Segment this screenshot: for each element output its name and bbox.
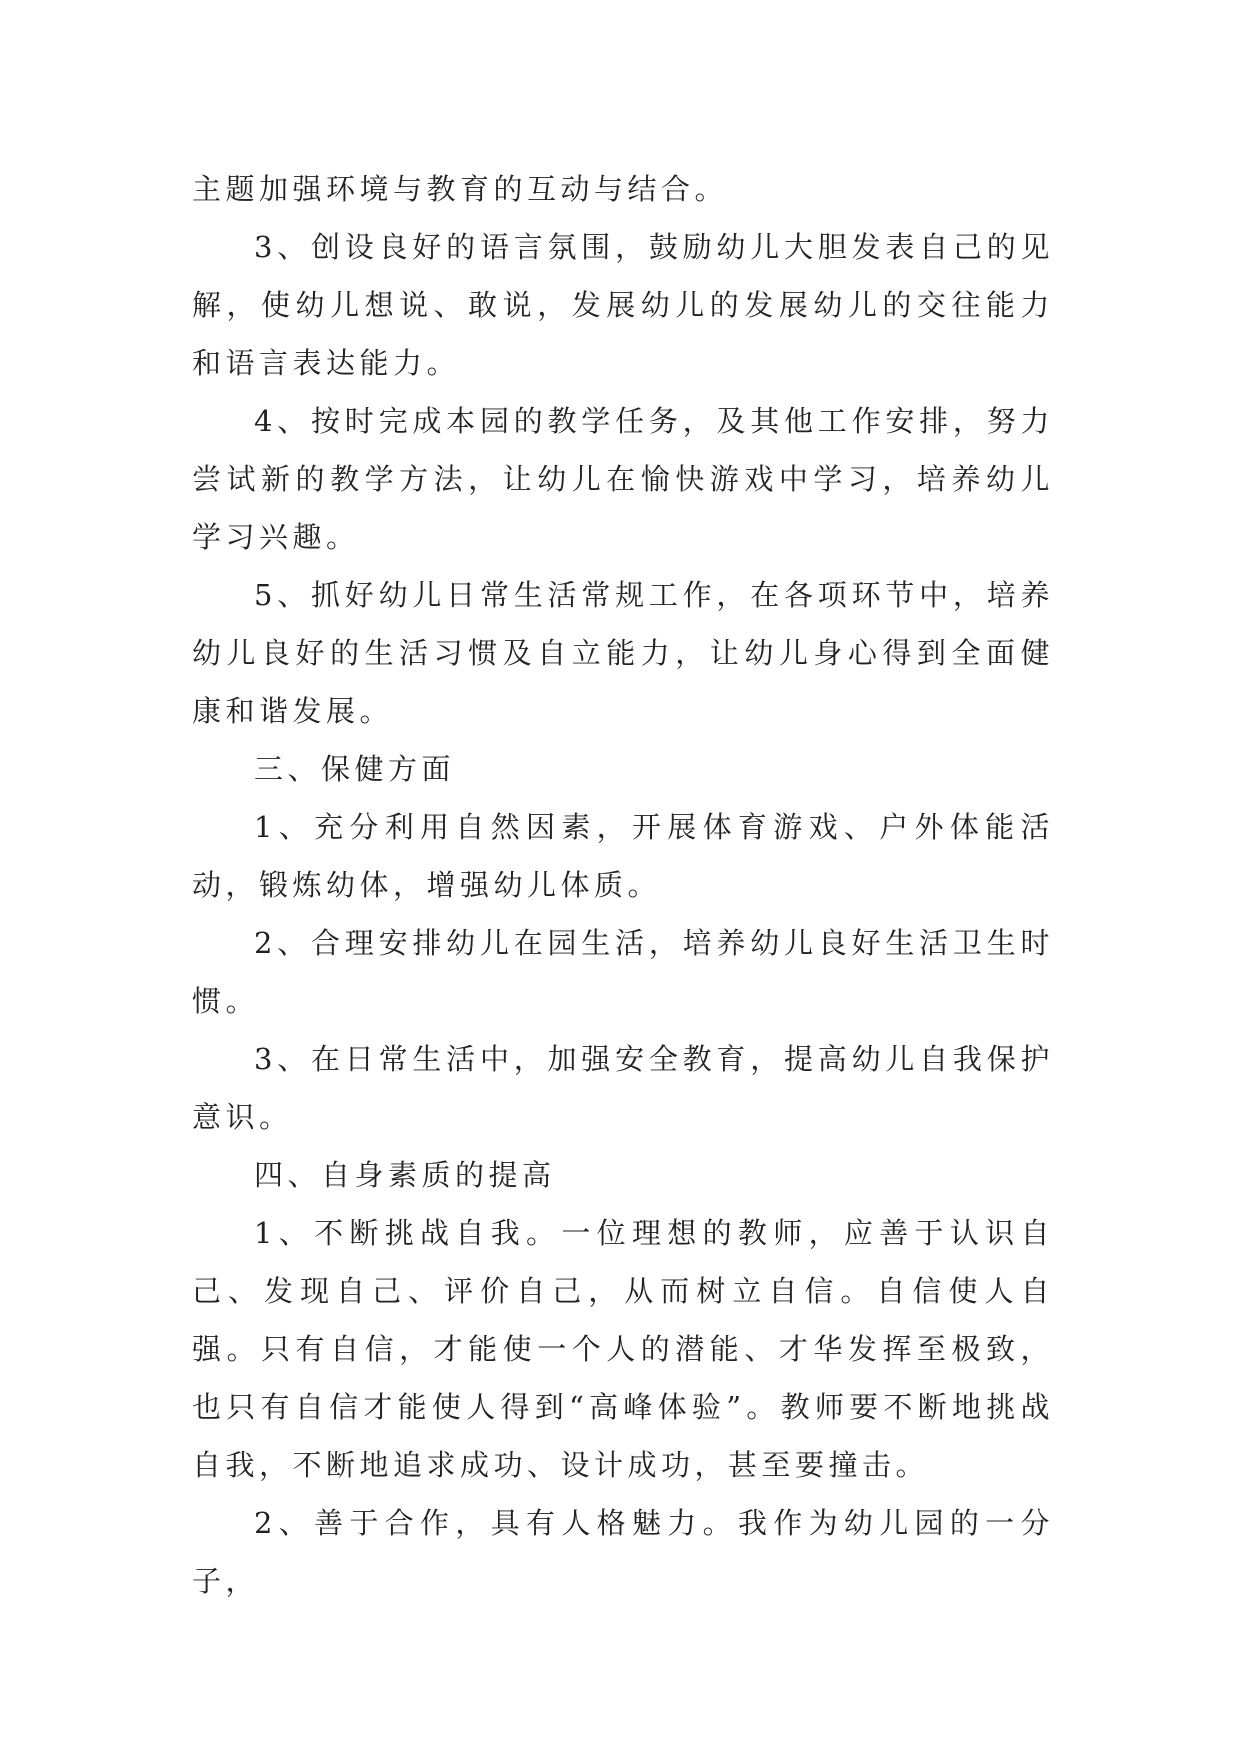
document-body (192, 160, 1054, 1610)
paragraph-item-4-teaching: 4、按时完成本园的教学任务，及其他工作安排，努力尝试新的教学方法，让幼儿在愉快游戏中学习，培养幼儿学习兴趣。 (192, 404, 1054, 554)
section-heading-health: 三、保健方面 (254, 752, 456, 786)
paragraph-item-3-language: 3、创设良好的语言氛围，鼓励幼儿大胆发表自己的见解，使幼儿想说、敢说，发展幼儿的发展幼儿的交往能力和语言表达能力。 (192, 230, 1054, 380)
paragraph-item-5-routine: 5、抓好幼儿日常生活常规工作，在各项环节中，培养幼儿良好的生活习惯及自立能力，让幼儿身心得到全面健康和谐发展。 (192, 578, 1054, 728)
section-heading-self-improvement: 四、自身素质的提高 (254, 1158, 556, 1192)
paragraph-health-item-1: 1、充分利用自然因素，开展体育游戏、户外体能活动，锻炼幼体，增强幼儿体质。 (192, 810, 1054, 902)
paragraph-health-item-3: 3、在日常生活中，加强安全教育，提高幼儿自我保护意识。 (192, 1042, 1054, 1134)
paragraph-health-item-2: 2、合理安排幼儿在园生活，培养幼儿良好生活卫生时惯。 (192, 926, 1054, 1018)
paragraph-continuation: 主题加强环境与教育的互动与结合。 (192, 172, 729, 206)
paragraph-self-item-1: 1、不断挑战自我。一位理想的教师，应善于认识自己、发现自己、评价自己，从而树立自信。自信使人自强。只有自信，才能使一个人的潜能、才华发挥至极致，也只有自信才能使人得到“高峰体验”。教师要不断地挑战自我，不断地追求成功、设计成功，甚至要撞击。 (192, 1216, 1054, 1482)
paragraph-self-item-2: 2、善于合作，具有人格魅力。我作为幼儿园的一分子， (192, 1506, 1054, 1598)
